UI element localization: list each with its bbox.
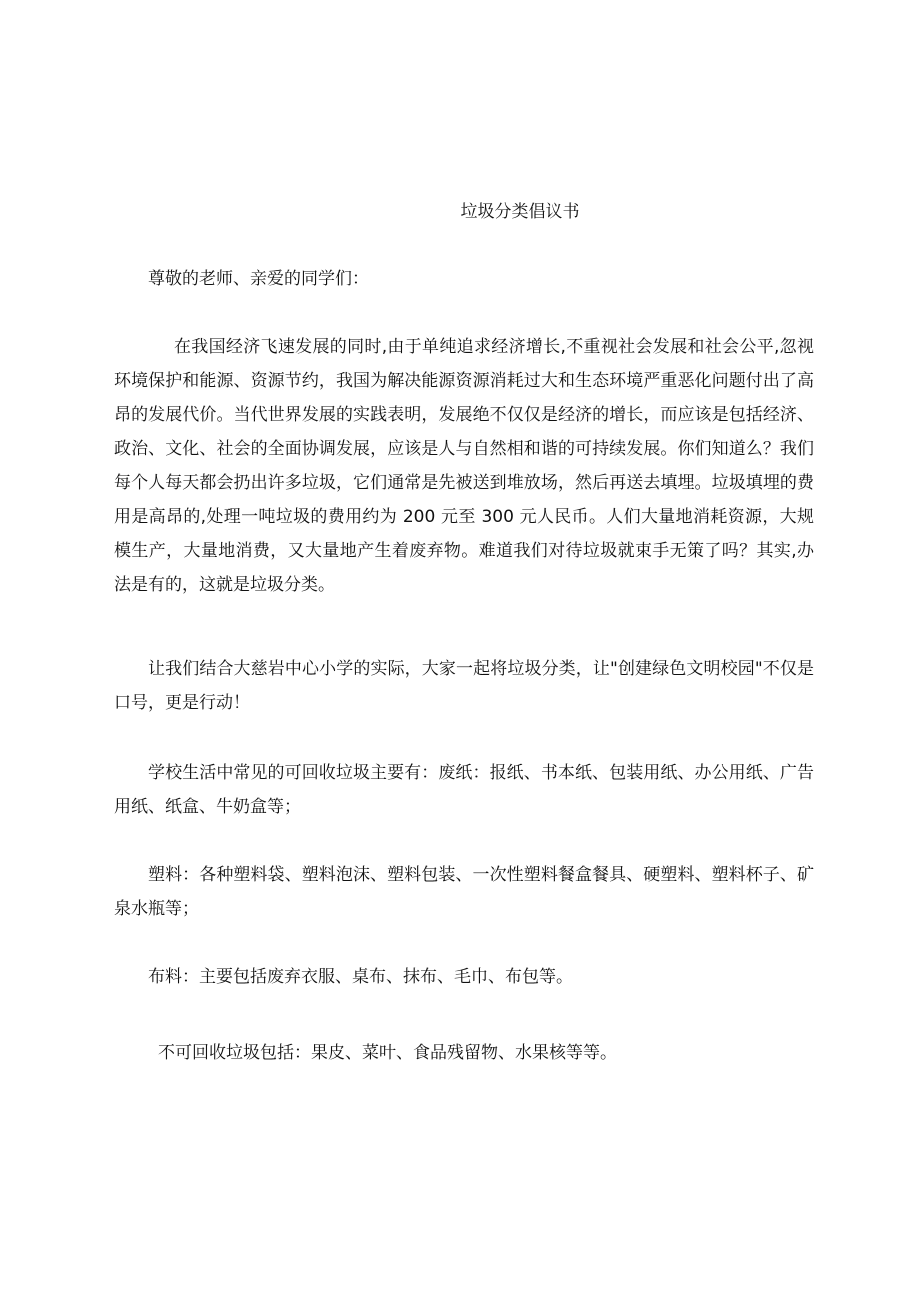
paragraph-recyclable-paper: 学校生活中常见的可回收垃圾主要有：废纸：报纸、书本纸、包装用纸、办公用纸、广告用纸、纸盒、牛奶盒等；: [114, 763, 814, 817]
paragraph-recyclable-plastic: 塑料：各种塑料袋、塑料泡沫、塑料包装、一次性塑料餐盒餐具、硬塑料、塑料杯子、矿泉水瓶等；: [114, 865, 814, 919]
salutation: 尊敬的老师、亲爱的同学们：: [148, 269, 369, 289]
document-title: 垃圾分类倡议书: [460, 202, 580, 222]
paragraph-call-to-action: 让我们结合大慈岩中心小学的实际，大家一起将垃圾分类，让"创建绿色文明校园"不仅是口号，更是行动！: [114, 659, 814, 713]
paragraph-recyclable-fabric: 布料：主要包括废弃衣服、桌布、抹布、毛巾、布包等。: [148, 967, 573, 987]
paragraph-non-recyclable: 不可回收垃圾包括：果皮、菜叶、食品残留物、水果核等等。: [158, 1043, 617, 1063]
paragraph-intro: 在我国经济飞速发展的同时,由于单纯追求经济增长,不重视社会发展和社会公平,忽视环境保护和能源、资源节约，我国为解决能源资源消耗过大和生态环境严重恶化问题付出了高昂的发展代价。当代世界发展的实践表明，发展绝不仅仅是经济的增长，而应该是包括经济、政治、文化、社会的全面协调发展，应该是人与自然相和谐的可持续发展。你们知道么？我们每个人每天都会扔出许多垃圾，它们通常是先被送到堆放场，然后再送去填埋。垃圾填埋的费用是高昂的,处理一吨垃圾的费用约为 200 元至 300 元人民币。人们大量地消耗资源，大规模生产，大量地消费，又大量地产生着废弃物。难道我们对待垃圾就束手无策了吗？其实,办法是有的，这就是垃圾分类。: [114, 337, 814, 595]
